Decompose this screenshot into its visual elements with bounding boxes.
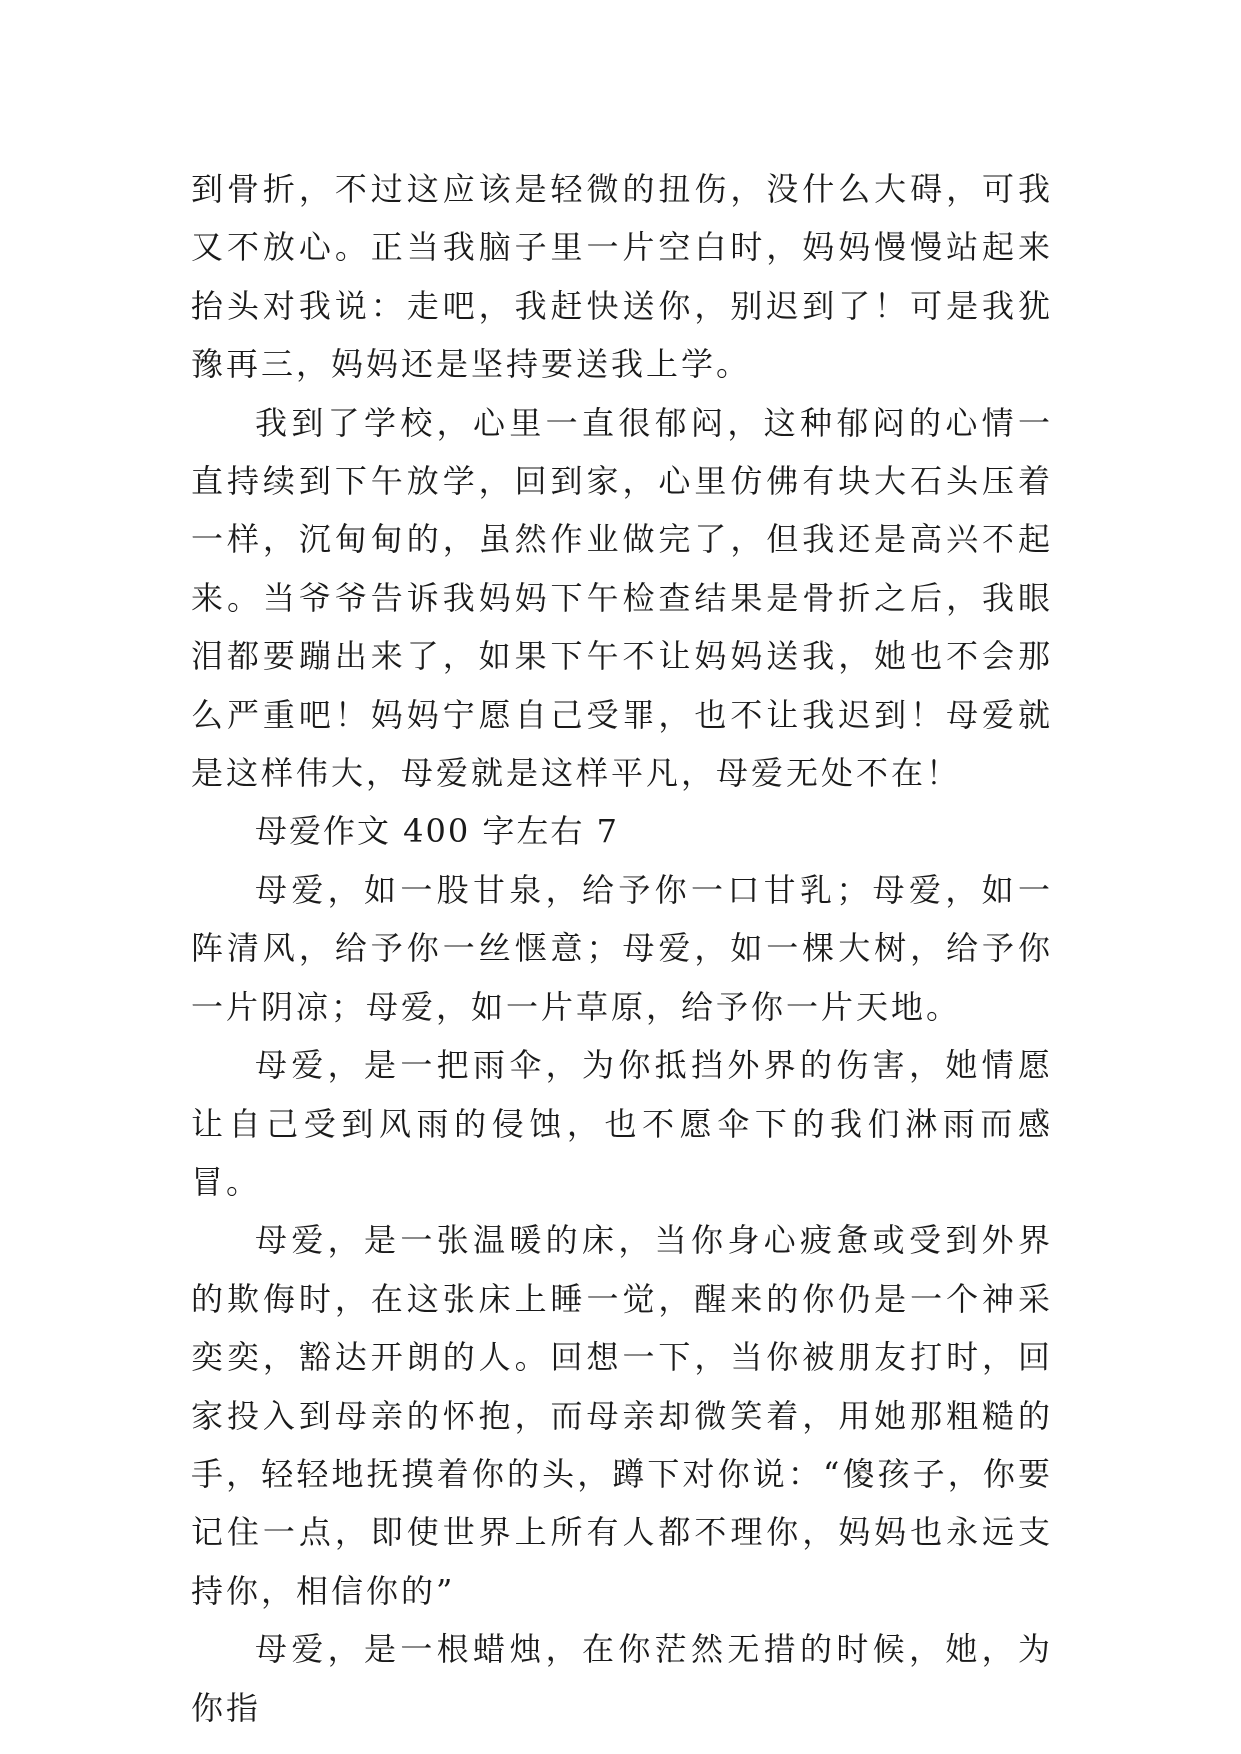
paragraph: 我到了学校，心里一直很郁闷，这种郁闷的心情一直持续到下午放学，回到家，心里仿佛有块大石头压着一样，沉甸甸的，虽然作业做完了，但我还是高兴不起来。当爷爷告诉我妈妈下午检查结果是骨折之后，我眼泪都要蹦出来了，如果下午不让妈妈送我，她也不会那么严重吧！妈妈宁愿自己受罪，也不让我迟到！母爱就是这样伟大，母爱就是这样平凡，母爱无处不在！ bbox=[191, 403, 1053, 793]
paragraph: 母爱，是一把雨伞，为你抵挡外界的伤害，她情愿让自己受到风雨的侵蚀，也不愿伞下的我们淋雨而感冒。 bbox=[191, 1046, 1053, 1201]
paragraph: 到骨折，不过这应该是轻微的扭伤，没什么大碍，可我又不放心。正当我脑子里一片空白时，妈妈慢慢站起来抬头对我说：走吧，我赶快送你，别迟到了！可是我犹豫再三，妈妈还是坚持要送我上学。 bbox=[191, 170, 1053, 384]
paragraph: 母爱，如一股甘泉，给予你一口甘乳；母爱，如一阵清风，给予你一丝惬意；母爱，如一棵大树，给予你一片阴凉；母爱，如一片草原，给予你一片天地。 bbox=[191, 870, 1053, 1026]
document-body bbox=[191, 160, 1053, 1737]
paragraph: 母爱，是一张温暖的床，当你身心疲惫或受到外界的欺侮时，在这张床上睡一觉，醒来的你仍是一个神采奕奕，豁达开朗的人。回想一下，当你被朋友打时，回家投入到母亲的怀抱，而母亲却微笑着，用她那粗糙的手，轻轻地抚摸着你的头，蹲下对你说：“傻孩子，你要记住一点，即使世界上所有人都不理你，妈妈也永远支持你，相信你的” bbox=[191, 1221, 1053, 1610]
paragraph: 母爱，是一根蜡烛，在你茫然无措的时候，她，为你指 bbox=[191, 1630, 1053, 1727]
section-heading: 母爱作文 400 字左右 7 bbox=[255, 812, 619, 851]
